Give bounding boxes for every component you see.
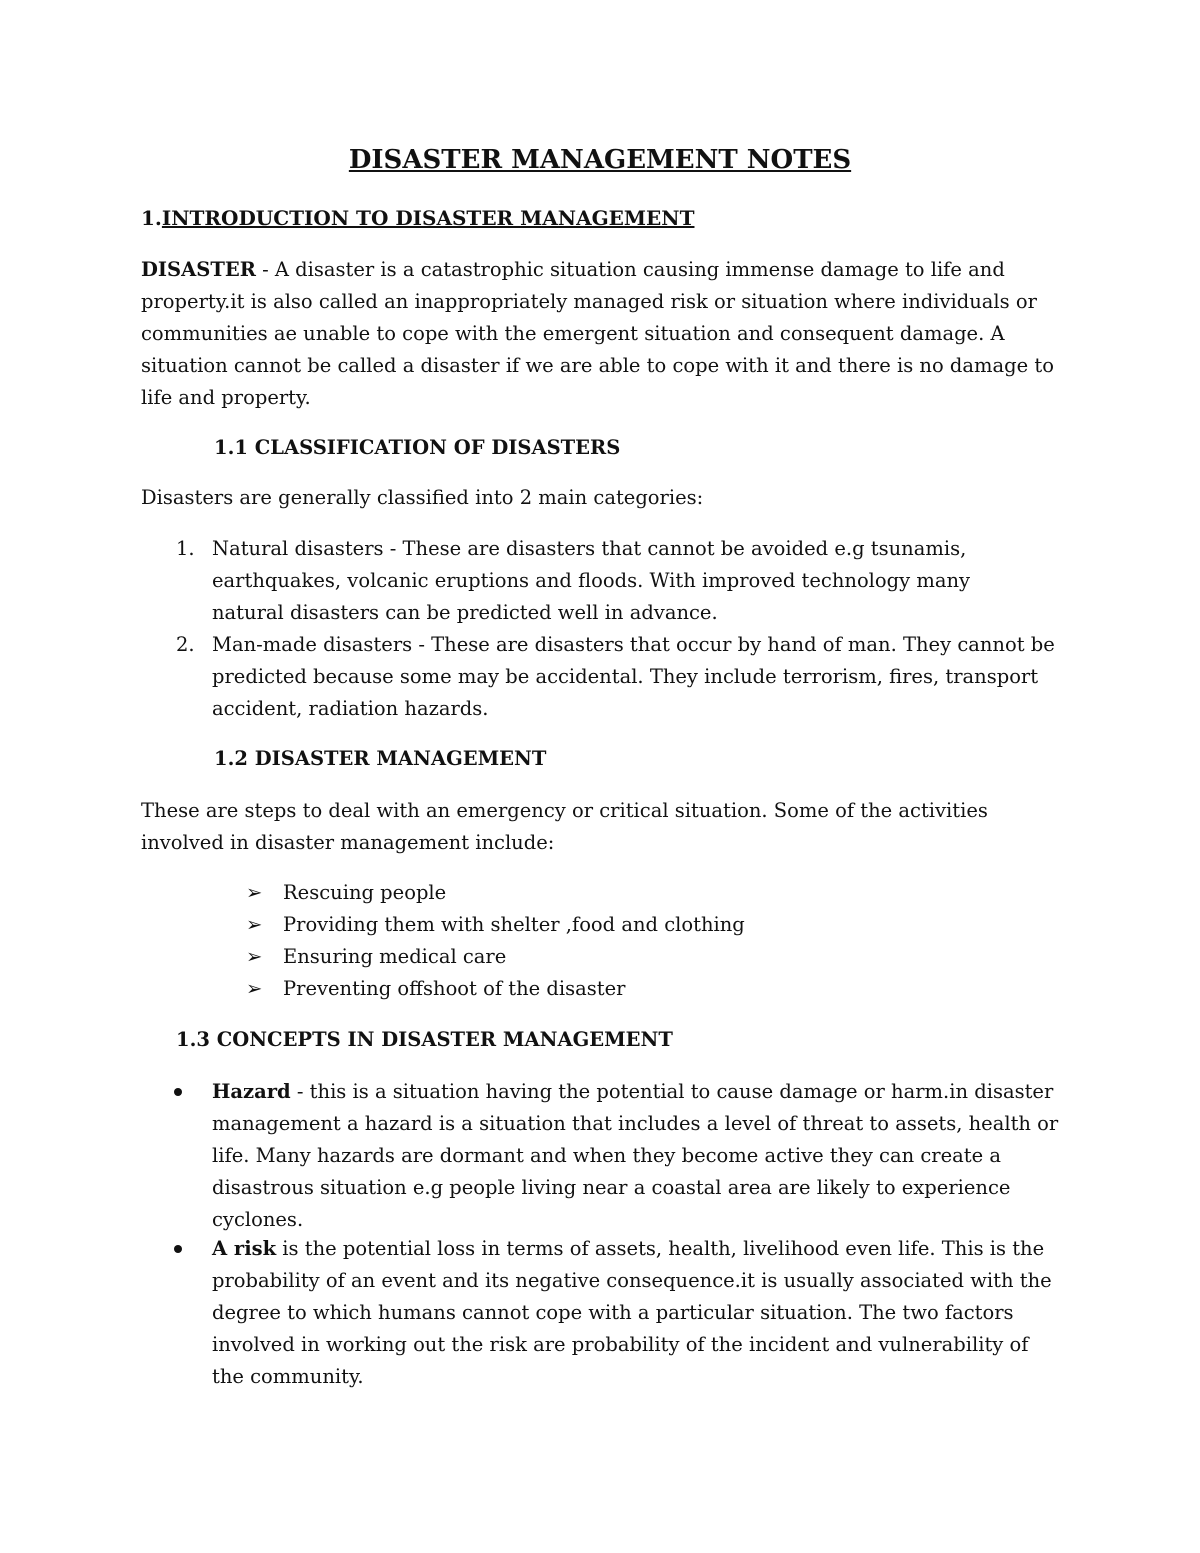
text-line: disastrous situation e.g people living near a coastal area are likely to experience [212,1176,1011,1199]
list-number: 1. [176,537,195,560]
arrow-bullet-icon: ➢ [246,945,263,968]
section-1-heading [141,202,694,234]
concept-risk [212,1233,1052,1393]
text-line: Man-made disasters - These are disasters that occur by hand of man. They cannot be [212,633,1055,656]
concept-hazard [212,1076,1058,1236]
list-item: Rescuing people [283,881,447,904]
bullet-icon [174,1245,182,1253]
text-line: 1. [141,206,162,230]
text-line: A risk [212,1237,277,1260]
list-item: Providing them with shelter ,food and clothing [283,913,745,936]
classification-intro: Disasters are generally classified into 2 main categories: [141,486,704,509]
text-line: DISASTER [141,258,256,281]
bullet-icon [174,1088,182,1096]
text-line: life and property. [141,386,311,409]
text-line: earthquakes, volcanic eruptions and floods. With improved technology many [212,569,971,592]
text-line: property.it is also called an inappropriately managed risk or situation where individuals or [141,290,1037,313]
text-line: These are steps to deal with an emergency or critical situation. Some of the activities [141,799,988,822]
text-line: probability of an event and its negative consequence.it is usually associated with the [212,1269,1052,1292]
text-line: degree to which humans cannot cope with a particular situation. The two factors [212,1301,1014,1324]
text-line: life. Many hazards are dormant and when they become active they can create a [212,1144,1001,1167]
text-line: cyclones. [212,1208,304,1231]
text-line: Hazard [212,1080,291,1103]
arrow-bullet-icons [246,877,262,1005]
list-item: Preventing offshoot of the disaster [283,977,626,1000]
text-line: situation cannot be called a disaster if we are able to cope with it and there is no damage to [141,354,1054,377]
list-item-natural [212,533,970,629]
text-line: involved in disaster management include: [141,831,555,854]
arrow-bullet-icon: ➢ [246,913,263,936]
section-1-1-heading: 1.1 CLASSIFICATION OF DISASTERS [214,436,621,459]
arrow-bullet-icon: ➢ [246,881,263,904]
text-line: the community. [212,1365,364,1388]
arrow-bullet-icon: ➢ [246,977,263,1000]
text-line: management a hazard is a situation that includes a level of threat to assets, health or [212,1112,1059,1135]
text-line: communities ae unable to cope with the emergent situation and consequent damage. A [141,322,1005,345]
text-line: predicted because some may be accidental. They include terrorism, fires, transport [212,665,1039,688]
list-item: Ensuring medical care [283,945,507,968]
list-item-man-made [212,629,1055,725]
text-line: accident, radiation hazards. [212,697,489,720]
activities-list [283,877,745,1005]
section-1-3-heading: 1.3 CONCEPTS IN DISASTER MANAGEMENT [176,1028,673,1051]
document-title [0,145,1200,175]
text-line: - this is a situation having the potential to cause damage or harm.in disaster [290,1080,1054,1103]
text-line: INTRODUCTION TO DISASTER MANAGEMENT [161,206,695,230]
text-line: DISASTER MANAGEMENT NOTES [348,145,852,175]
disaster-definition [141,254,1054,414]
text-line: - A disaster is a catastrophic situation causing immense damage to life and [255,258,1005,281]
list-number: 2. [176,633,195,656]
text-line: natural disasters can be predicted well in advance. [212,601,718,624]
section-1-2-heading: 1.2 DISASTER MANAGEMENT [214,747,547,770]
text-line: is the potential loss in terms of assets, health, livelihood even life. This is the [276,1237,1045,1260]
text-line: Natural disasters - These are disasters that cannot be avoided e.g tsunamis, [212,537,967,560]
management-paragraph [141,795,988,859]
text-line: involved in working out the risk are probability of the incident and vulnerability of [212,1333,1029,1356]
